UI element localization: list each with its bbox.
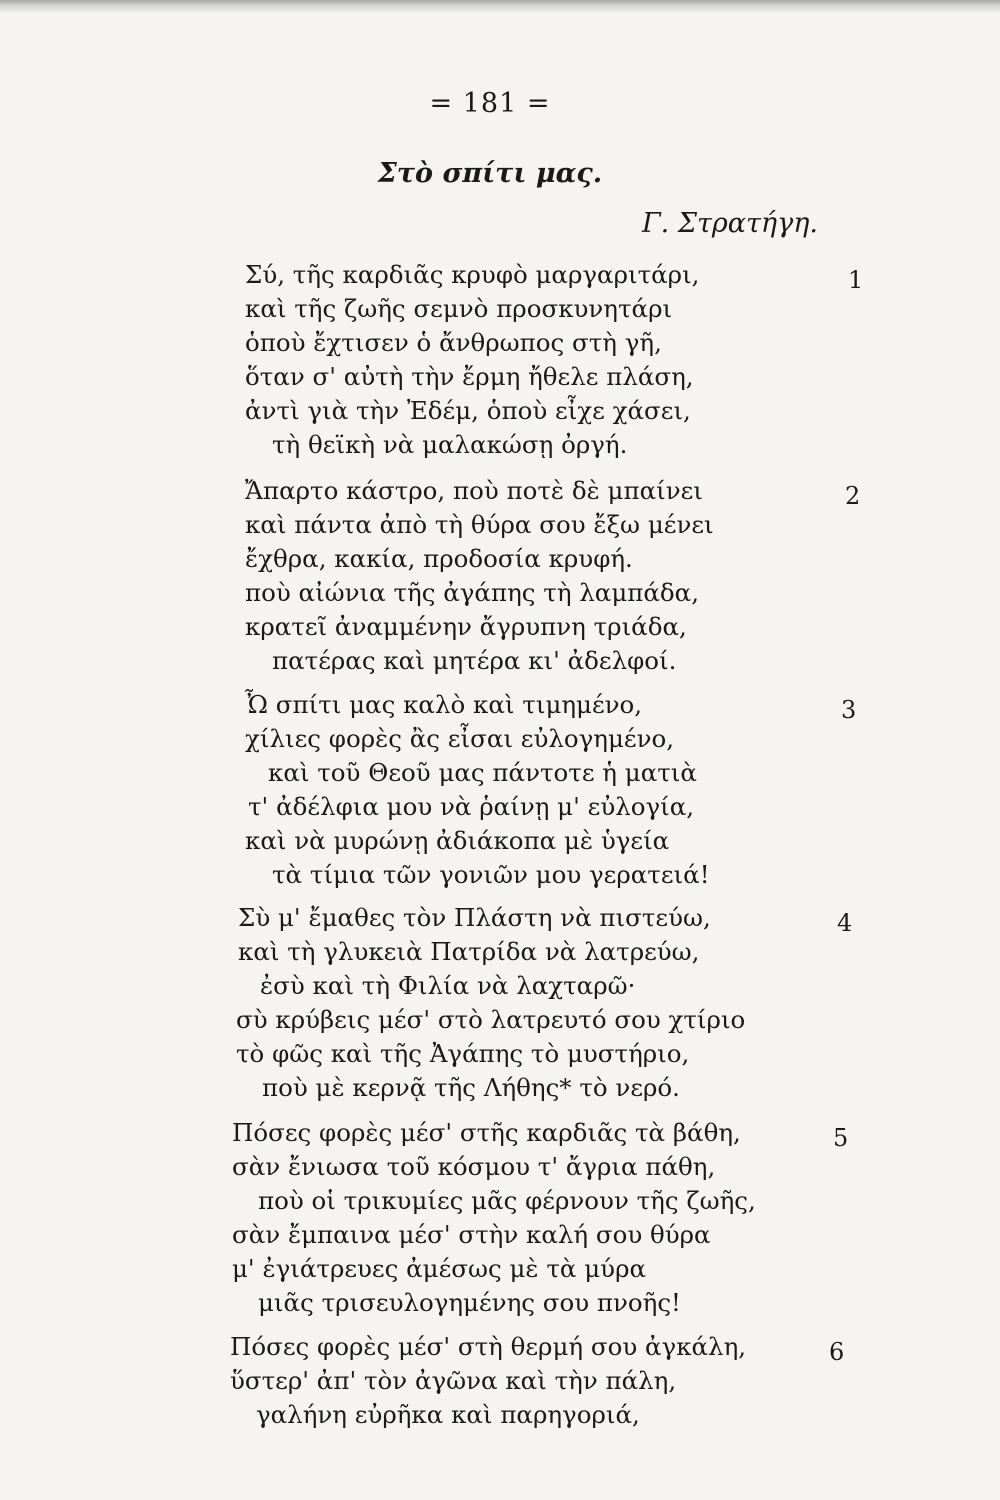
stanza-number: 1 (848, 266, 864, 294)
stanza-line: ποὺ αἰώνια τῆς ἀγάπης τὴ λαμπάδα, (245, 578, 700, 607)
stanza-line: Πόσες φορὲς μέσ' στῆς καρδιᾶς τὰ βάθη, (232, 1118, 741, 1147)
stanza-line: Ἄπαρτο κάστρο, ποὺ ποτὲ δὲ μπαίνει (245, 476, 703, 505)
stanza-line: καὶ τοῦ Θεοῦ μας πάντοτε ἡ ματιὰ (268, 758, 697, 787)
stanza-line: ἐσὺ καὶ τὴ Φιλία νὰ λαχταρῶ· (260, 971, 636, 1000)
stanza-line: καὶ τῆς ζωῆς σεμνὸ προσκυνητάρι (245, 294, 673, 323)
stanza-number: 5 (833, 1124, 849, 1152)
stanza-line: καὶ τὴ γλυκειὰ Πατρίδα νὰ λατρεύω, (238, 937, 700, 966)
stanza-line: Πόσες φορὲς μέσ' στὴ θερμή σου ἀγκάλη, (230, 1332, 747, 1361)
stanza-line: γαλήνη εὐρῆκα καὶ παρηγοριά, (256, 1400, 640, 1429)
page-number: = 181 = (429, 88, 551, 119)
stanza-line: τὴ θεϊκὴ νὰ μαλακώσῃ ὀργή. (272, 430, 628, 459)
stanza-number: 4 (837, 909, 853, 937)
stanza-line: ποὺ οἱ τρικυμίες μᾶς φέρνουν τῆς ζωῆς, (258, 1186, 756, 1215)
page-edge-shadow (0, 0, 1000, 14)
poem-author: Γ. Στρατήγη. (641, 208, 818, 239)
stanza-line: Σὺ μ' ἔμαθες τὸν Πλάστη νὰ πιστεύω, (238, 903, 711, 932)
stanza-line: Ὦ σπίτι μας καλὸ καὶ τιμημένο, (245, 690, 643, 719)
stanza-line: κρατεῖ ἀναμμένην ἄγρυπνη τριάδα, (245, 612, 687, 641)
stanza-number: 3 (841, 696, 857, 724)
stanza-line: καὶ νὰ μυρώνῃ ἀδιάκοπα μὲ ὑγεία (245, 826, 670, 855)
stanza-line: καὶ πάντα ἀπὸ τὴ θύρα σου ἔξω μένει (245, 510, 714, 539)
stanza-line: Σύ, τῆς καρδιᾶς κρυφὸ μαργαριτάρι, (245, 260, 700, 289)
stanza-line: μ' ἐγιάτρευες ἀμέσως μὲ τὰ μύρα (232, 1254, 647, 1283)
stanza-line: ποὺ μὲ κερνᾷ τῆς Λήθης* τὸ νερό. (262, 1073, 680, 1102)
stanza-line: πατέρας καὶ μητέρα κι' ἀδελφοί. (272, 646, 677, 675)
stanza-line: ὁποὺ ἔχτισεν ὁ ἄνθρωπος στὴ γῆ, (245, 328, 662, 357)
stanza-line: ὕστερ' ἀπ' τὸν ἀγῶνα καὶ τὴν πάλη, (230, 1366, 677, 1395)
stanza-line: τὰ τίμια τῶν γονιῶν μου γερατειά! (272, 860, 710, 889)
stanza-line: σὰν ἔνιωσα τοῦ κόσμου τ' ἄγρια πάθη, (232, 1152, 716, 1181)
stanza-line: ὅταν σ' αὐτὴ τὴν ἔρμη ἤθελε πλάση, (245, 362, 694, 391)
poem-title: Στὸ σπίτι μας. (377, 158, 603, 189)
stanza-number: 6 (829, 1338, 845, 1366)
stanza-line: ἀντὶ γιὰ τὴν Ἐδέμ, ὁποὺ εἶχε χάσει, (245, 396, 691, 425)
stanza-line: μιᾶς τρισευλογημένης σου πνοῆς! (258, 1288, 681, 1317)
stanza-number: 2 (845, 482, 861, 510)
stanza-line: τὸ φῶς καὶ τῆς Ἀγάπης τὸ μυστήριο, (236, 1039, 690, 1068)
stanza-line: σὺ κρύβεις μέσ' στὸ λατρευτό σου χτίριο (236, 1005, 746, 1034)
stanza-line: χίλιες φορὲς ἂς εἶσαι εὐλογημένο, (245, 724, 675, 753)
stanza-line: σὰν ἔμπαινα μέσ' στὴν καλή σου θύρα (232, 1220, 711, 1249)
stanza-line: ἔχθρα, κακία, προδοσία κρυφή. (245, 544, 633, 573)
stanza-line: τ' ἀδέλφια μου νὰ ῥαίνῃ μ' εὐλογία, (248, 792, 695, 821)
